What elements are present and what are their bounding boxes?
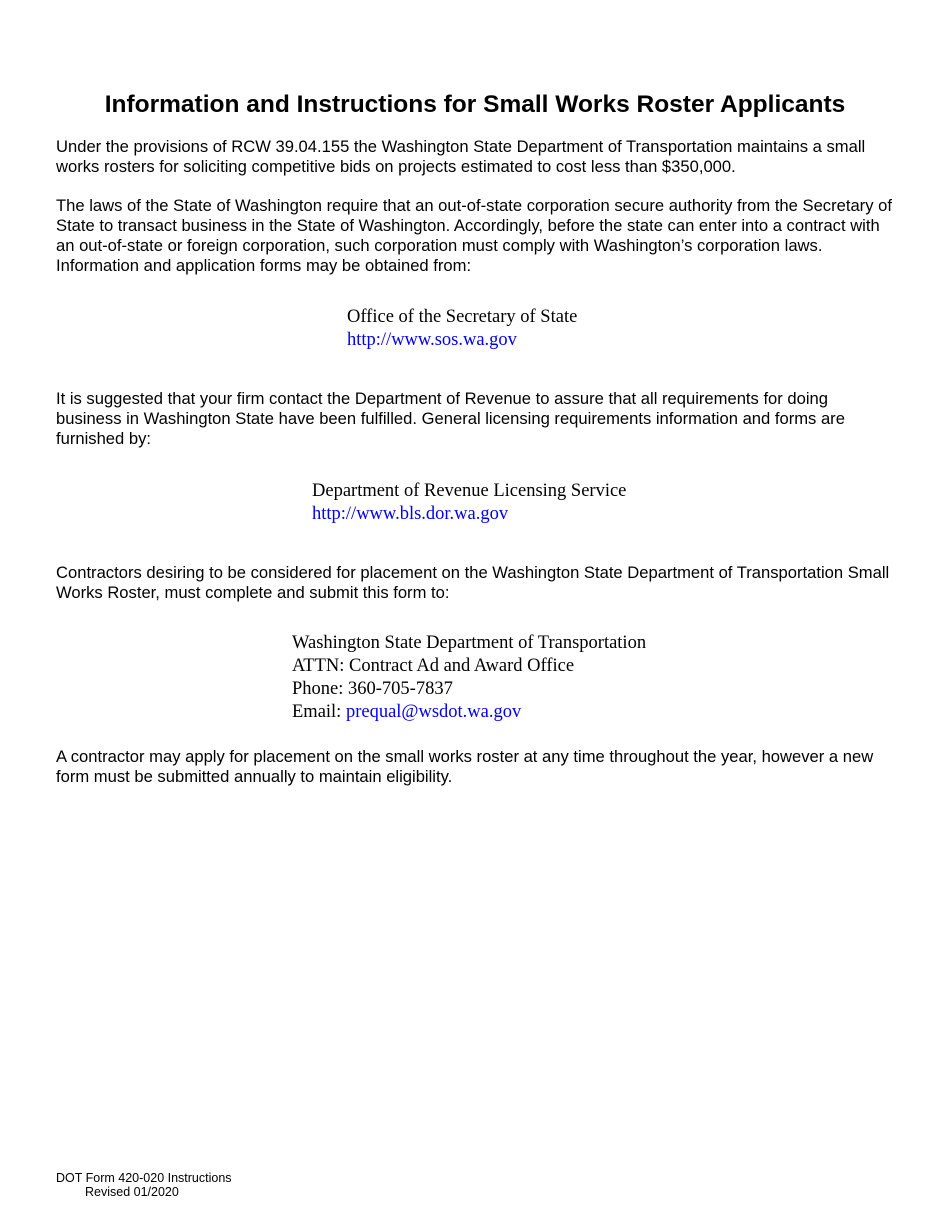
revenue-licensing-block (312, 480, 626, 526)
secretary-of-state-block (347, 306, 577, 352)
dor-name: Department of Revenue Licensing Service (312, 481, 627, 501)
page-title: Information and Instructions for Small Works Roster Applicants (104, 91, 846, 118)
wsdot-address-block (292, 632, 646, 724)
form-footer (56, 1171, 232, 1199)
paragraph-corporation-laws: The laws of the State of Washington require that an out-of-state corporation secure authority from the Secretary of State to transact business in the State of Washington. Accordingly, before the state can enter into a contract with an out-of-state or foreign corporation, such corporation must comply with Washington’s corporation laws. Information and application forms may be obtained from: (56, 196, 892, 275)
wsdot-email-link[interactable]: prequal@wsdot.wa.gov (345, 702, 522, 722)
dor-link[interactable]: http://www.bls.dor.wa.gov (312, 504, 509, 524)
wsdot-attn: ATTN: Contract Ad and Award Office (292, 656, 575, 676)
paragraph-rcw-provisions: Under the provisions of RCW 39.04.155 the Washington State Department of Transportation maintains a small works rosters for soliciting competitive bids on projects estimated to cost less than $350,000. (56, 137, 866, 176)
paragraph-contractors-submit: Contractors desiring to be considered for placement on the Washington State Department of Transportation Small Works Roster, must complete and submit this form to: (56, 563, 890, 602)
sos-link[interactable]: http://www.sos.wa.gov (347, 330, 517, 350)
paragraph-annual-renewal: A contractor may apply for placement on the small works roster at any time throughout the year, however a new form must be submitted annually to maintain eligibility. (56, 747, 874, 786)
wsdot-email-label: Email: (292, 702, 346, 722)
sos-name: Office of the Secretary of State (347, 307, 578, 327)
footer-form-number: DOT Form 420-020 Instructions (56, 1171, 232, 1185)
paragraph-department-of-revenue: It is suggested that your firm contact the Department of Revenue to assure that all requirements for doing business in Washington State have been fulfilled. General licensing requirements information and forms are furnished by: (56, 389, 845, 448)
footer-revised-date: Revised 01/2020 (85, 1185, 179, 1199)
wsdot-phone: Phone: 360-705-7837 (292, 679, 453, 699)
wsdot-name: Washington State Department of Transportation (292, 633, 647, 653)
